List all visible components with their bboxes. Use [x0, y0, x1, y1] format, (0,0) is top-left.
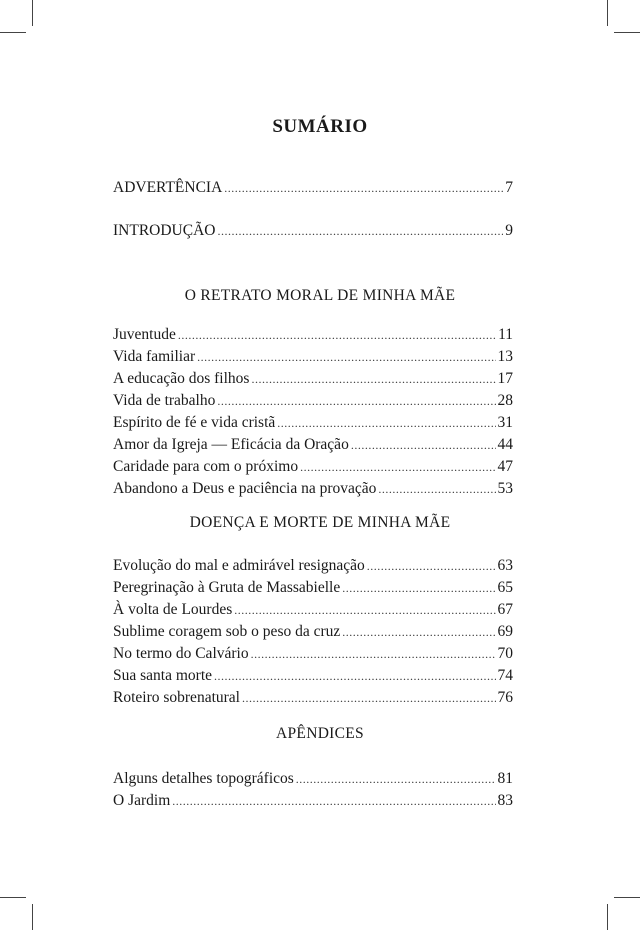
toc-entry-label: Juventude — [113, 326, 176, 343]
toc-entry-label: Vida familiar — [113, 348, 196, 365]
crop-mark — [32, 904, 33, 930]
leader-dots — [178, 324, 496, 346]
toc-entry-page: 81 — [497, 770, 513, 787]
toc-entry-page: 17 — [497, 370, 513, 387]
front-matter — [113, 220, 513, 242]
section-heading: APÊNDICES — [276, 725, 364, 742]
toc-entry-label: INTRODUÇÃO — [113, 222, 216, 239]
crop-mark — [614, 32, 640, 33]
toc-entry[interactable] — [113, 621, 513, 643]
toc-entry[interactable] — [113, 768, 513, 790]
leader-dots — [367, 555, 496, 577]
toc-entry[interactable] — [113, 346, 513, 368]
leader-dots — [217, 390, 495, 412]
toc-entry[interactable] — [113, 220, 513, 242]
leader-dots — [224, 177, 503, 199]
toc-entry-page: 31 — [497, 414, 513, 431]
crop-mark — [32, 0, 33, 26]
leader-dots — [277, 412, 495, 434]
toc-entry-page: 69 — [497, 623, 513, 640]
toc-entry-page: 47 — [497, 458, 513, 475]
toc-entry-page: 11 — [498, 326, 513, 343]
toc-entry[interactable] — [113, 478, 513, 500]
toc-entry-label: Vida de trabalho — [113, 392, 216, 409]
leader-dots — [296, 768, 496, 790]
toc-entry-label: Evolução do mal e admirável resignação — [113, 557, 365, 574]
toc-entry-page: 44 — [497, 436, 513, 453]
section-heading: DOENÇA E MORTE DE MINHA MÃE — [189, 514, 451, 531]
toc-entry[interactable] — [113, 412, 513, 434]
leader-dots — [351, 434, 496, 456]
leader-dots — [242, 687, 496, 709]
leader-dots — [342, 577, 495, 599]
leader-dots — [234, 599, 495, 621]
toc-entry-label: Sublime coragem sob o peso da cruz — [113, 623, 341, 640]
toc-entry-page: 76 — [497, 689, 513, 706]
toc-entry-label: Espírito de fé e vida cristã — [113, 414, 276, 431]
toc-entry-page: 83 — [497, 792, 513, 809]
crop-mark — [607, 904, 608, 930]
toc-entry-label: Alguns detalhes topográficos — [113, 770, 294, 787]
section-entries — [113, 555, 513, 709]
toc-entry-page: 70 — [497, 645, 513, 662]
crop-mark — [614, 897, 640, 898]
leader-dots — [217, 220, 503, 242]
leader-dots — [172, 790, 495, 812]
crop-mark — [0, 897, 26, 898]
toc-entry-page: 7 — [505, 179, 513, 196]
toc-entry-page: 63 — [497, 557, 513, 574]
toc-entry-label: Peregrinação à Gruta de Massabielle — [113, 579, 341, 596]
leader-dots — [214, 665, 495, 687]
leader-dots — [251, 368, 495, 390]
toc-entry-page: 65 — [497, 579, 513, 596]
crop-mark — [0, 32, 26, 33]
toc-entry[interactable] — [113, 599, 513, 621]
toc-entry[interactable] — [113, 577, 513, 599]
toc-entry-label: A educação dos filhos — [113, 370, 250, 387]
toc-entry[interactable] — [113, 643, 513, 665]
section-entries — [113, 324, 513, 500]
section-entries — [113, 768, 513, 812]
toc-entry-page: 9 — [505, 222, 513, 239]
toc-entry-label: No termo do Calvário — [113, 645, 249, 662]
leader-dots — [378, 478, 495, 500]
toc-entry-label: Amor da Igreja — Eficácia da Oração — [113, 436, 349, 453]
toc-entry-label: Abandono a Deus e paciência na provação — [113, 480, 377, 497]
toc-entry[interactable] — [113, 555, 513, 577]
toc-entry-label: O Jardim — [113, 792, 171, 809]
leader-dots — [197, 346, 495, 368]
front-matter — [113, 177, 513, 199]
leader-dots — [251, 643, 496, 665]
toc-entry-label: ADVERTÊNCIA — [113, 179, 223, 196]
section-heading: O RETRATO MORAL DE MINHA MÃE — [184, 287, 456, 304]
toc-entry-label: À volta de Lourdes — [113, 601, 233, 618]
toc-entry[interactable] — [113, 790, 513, 812]
toc-entry[interactable] — [113, 324, 513, 346]
toc-entry-page: 74 — [497, 667, 513, 684]
toc-entry-page: 67 — [497, 601, 513, 618]
toc-entry[interactable] — [113, 456, 513, 478]
toc-entry[interactable] — [113, 368, 513, 390]
leader-dots — [342, 621, 495, 643]
toc-entry-label: Roteiro sobrenatural — [113, 689, 240, 706]
toc-entry-page: 53 — [497, 480, 513, 497]
leader-dots — [300, 456, 495, 478]
toc-entry-label: Sua santa morte — [113, 667, 213, 684]
toc-entry[interactable] — [113, 687, 513, 709]
toc-entry[interactable] — [113, 390, 513, 412]
toc-entry-page: 28 — [497, 392, 513, 409]
toc-entry[interactable] — [113, 434, 513, 456]
page-title: SUMÁRIO — [272, 116, 368, 137]
toc-entry-label: Caridade para com o próximo — [113, 458, 299, 475]
toc-entry-page: 13 — [497, 348, 513, 365]
crop-mark — [607, 0, 608, 26]
toc-entry[interactable] — [113, 665, 513, 687]
toc-entry[interactable] — [113, 177, 513, 199]
